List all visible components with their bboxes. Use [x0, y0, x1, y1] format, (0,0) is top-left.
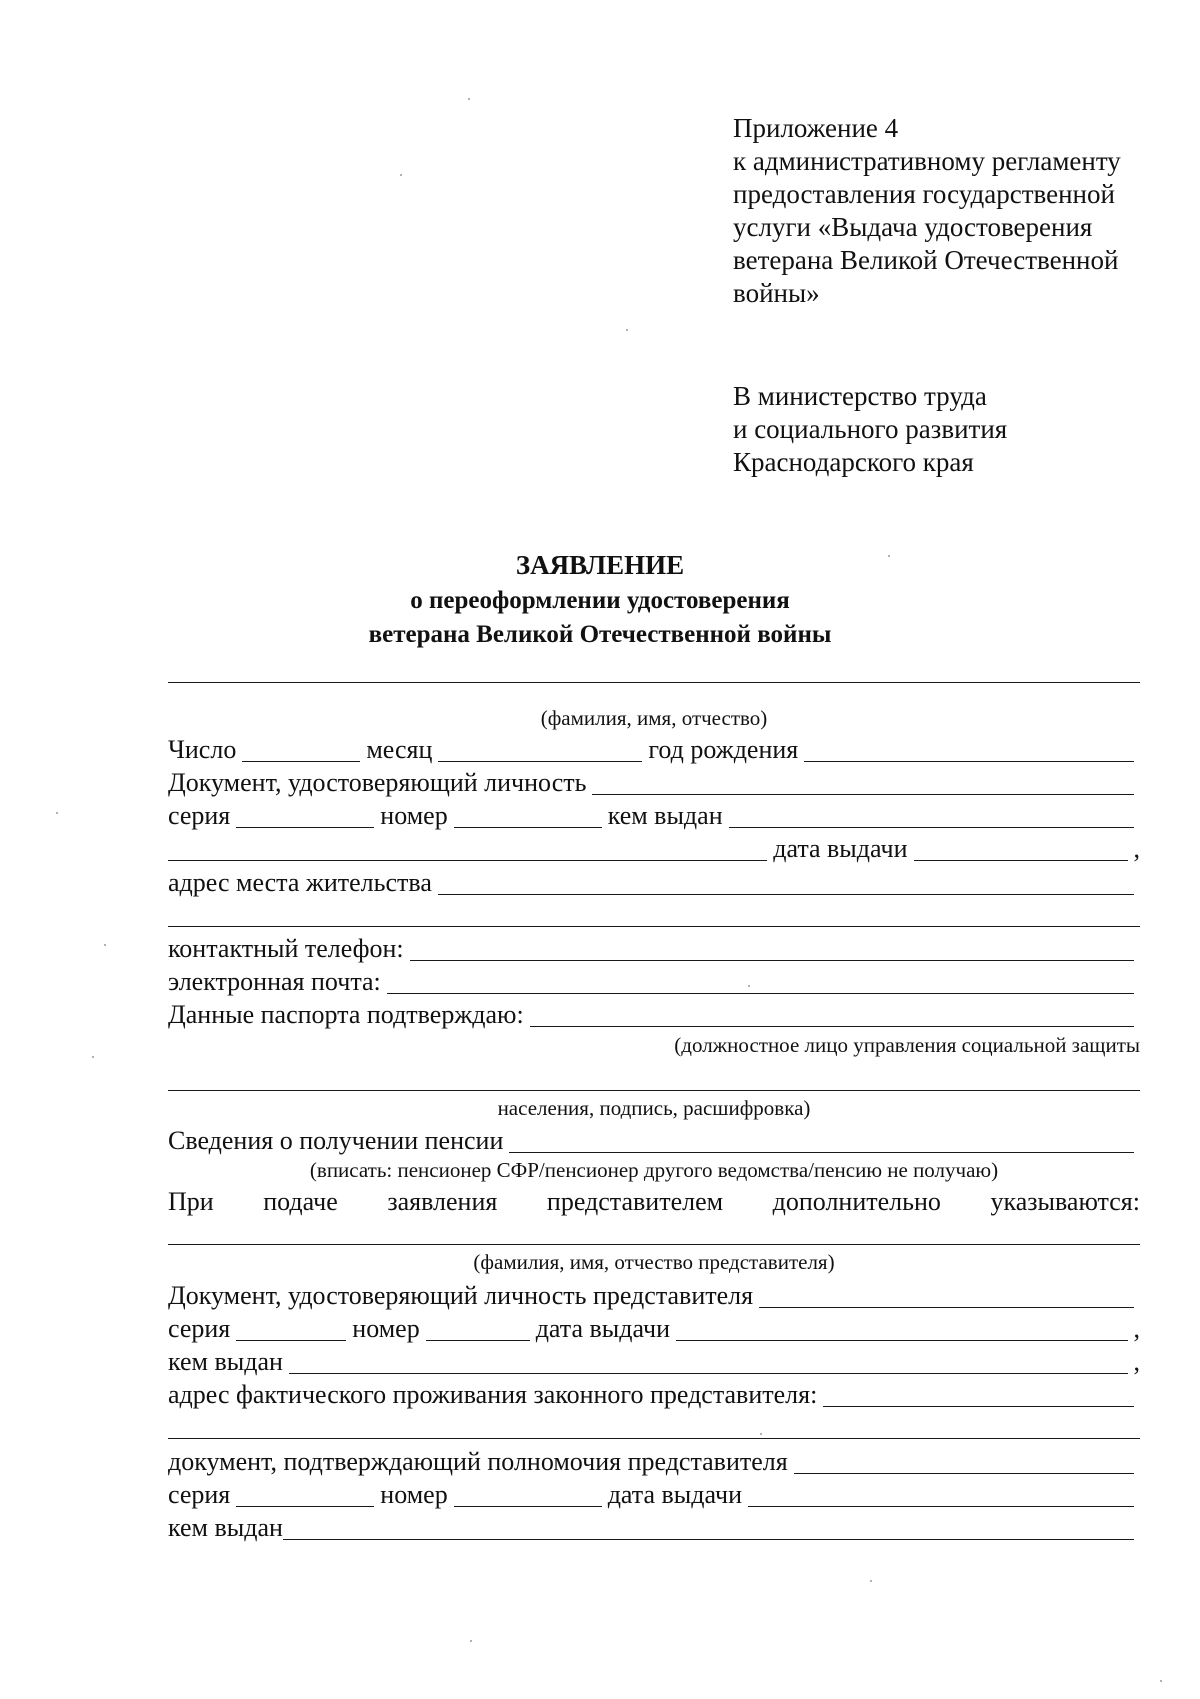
birth-date-row: [168, 735, 1140, 765]
pension-row: [168, 1126, 1140, 1156]
rep-address-row: [168, 1380, 1140, 1410]
title-subtitle: о переоформлении удостоверения: [410, 587, 790, 614]
issued-by-label: кем выдан: [607, 801, 723, 830]
id-document-field[interactable]: [592, 770, 1134, 795]
appendix-line: войны»: [733, 278, 820, 308]
rep-authority-issued-by-label: кем выдан: [168, 1513, 283, 1542]
passport-confirm-row: [168, 1000, 1140, 1030]
intro-word: указываются:: [990, 1187, 1140, 1216]
rep-authority-series-field[interactable]: [236, 1482, 374, 1507]
phone-row: [168, 934, 1140, 964]
rep-issue-date-field[interactable]: [676, 1316, 1128, 1341]
addressee-line: Краснодарского края: [733, 447, 974, 477]
rep-issued-by-row: [168, 1347, 1140, 1377]
rep-series-row: [168, 1314, 1140, 1344]
rep-authority-issued-by-field[interactable]: [283, 1515, 1134, 1540]
scan-speck: [626, 329, 628, 331]
addressee-line: и социального развития: [733, 414, 1008, 444]
issue-date-row: [168, 834, 1140, 864]
intro-word: представителем: [546, 1187, 724, 1216]
birth-year-label: год рождения: [648, 735, 799, 764]
pension-hint: (вписать: пенсионер СФР/пенсионер другого ведомства/пенсию не получаю): [309, 1158, 999, 1182]
scan-speck: [888, 555, 890, 557]
rep-authority-series-label: серия: [168, 1480, 231, 1509]
appendix-header: [733, 112, 1121, 310]
appendix-line: услуги «Выдача удостоверения: [733, 212, 1093, 242]
comma: ,: [1133, 1347, 1140, 1376]
day-label: Число: [168, 735, 237, 764]
representative-intro: [168, 1187, 1140, 1217]
scan-speck: [56, 812, 58, 814]
addressee-line: В министерство труда: [733, 381, 987, 411]
intro-word: При: [168, 1187, 214, 1216]
intro-word: заявления: [387, 1187, 498, 1216]
rep-series-label: серия: [168, 1314, 231, 1343]
rep-authority-number-label: номер: [380, 1480, 448, 1509]
issue-date-field[interactable]: [914, 836, 1128, 861]
rep-address-label: адрес фактического проживания законного представителя:: [168, 1380, 818, 1409]
official-hint: (должностное лицо управления социальной защиты: [674, 1033, 1140, 1057]
fio-hint: (фамилия, имя, отчество): [540, 706, 768, 730]
address-continuation-field[interactable]: [168, 926, 1140, 927]
official-hint-2: населения, подпись, расшифровка): [497, 1096, 811, 1120]
pension-field[interactable]: [509, 1128, 1134, 1153]
rep-issued-by-label: кем выдан: [168, 1347, 283, 1376]
series-field[interactable]: [236, 803, 374, 828]
rep-id-document-field[interactable]: [759, 1283, 1134, 1308]
scan-speck: [400, 174, 402, 176]
rep-authority-doc-row: [168, 1447, 1140, 1477]
issued-by-continuation-field[interactable]: [168, 836, 767, 861]
rep-address-field[interactable]: [823, 1382, 1134, 1407]
phone-label: контактный телефон:: [168, 934, 404, 963]
appendix-line: к административному регламенту: [733, 146, 1121, 176]
month-field[interactable]: [438, 737, 642, 762]
month-label: месяц: [366, 735, 433, 764]
title-main: ЗАЯВЛЕНИЕ: [515, 550, 685, 580]
id-document-row: [168, 768, 1140, 798]
rep-address-continuation-field[interactable]: [168, 1438, 1140, 1439]
rep-fio-hint: (фамилия, имя, отчество представителя): [473, 1250, 835, 1274]
address-row: [168, 868, 1140, 898]
id-document-label: Документ, удостоверяющий личность: [168, 768, 587, 797]
scan-speck: [92, 1056, 94, 1058]
appendix-line: предоставления государственной: [733, 179, 1115, 209]
passport-confirm-field[interactable]: [530, 1002, 1134, 1027]
email-row: [168, 967, 1140, 997]
rep-number-field[interactable]: [426, 1316, 530, 1341]
appendix-line: Приложение 4: [733, 113, 899, 143]
rep-id-document-row: [168, 1281, 1140, 1311]
scan-speck: [470, 1640, 472, 1642]
comma: ,: [1133, 1314, 1140, 1343]
addressee: [733, 380, 1007, 479]
number-label: номер: [380, 801, 448, 830]
rep-issue-date-label: дата выдачи: [535, 1314, 670, 1343]
series-number-row: [168, 801, 1140, 831]
issued-by-field[interactable]: [729, 803, 1134, 828]
intro-word: подаче: [263, 1187, 338, 1216]
intro-word: дополнительно: [772, 1187, 941, 1216]
scan-speck: [1160, 1680, 1162, 1682]
fio-field[interactable]: [168, 682, 1140, 683]
rep-number-label: номер: [352, 1314, 420, 1343]
scan-speck: [748, 985, 750, 987]
rep-authority-doc-field[interactable]: [794, 1449, 1134, 1474]
rep-issued-by-field[interactable]: [289, 1349, 1128, 1374]
address-label: адрес места жительства: [168, 868, 432, 897]
rep-authority-issued-by-row: [168, 1513, 1140, 1543]
rep-fio-field[interactable]: [168, 1244, 1140, 1245]
title-subtitle: ветерана Великой Отечественной войны: [368, 621, 832, 648]
rep-authority-issue-date-field[interactable]: [748, 1482, 1134, 1507]
rep-series-field[interactable]: [236, 1316, 346, 1341]
issue-date-label: дата выдачи: [773, 834, 908, 863]
comma: ,: [1133, 834, 1140, 863]
email-label: электронная почта:: [168, 967, 381, 996]
pension-label: Сведения о получении пенсии: [168, 1126, 504, 1155]
series-label: серия: [168, 801, 231, 830]
phone-field[interactable]: [410, 936, 1134, 961]
rep-authority-number-field[interactable]: [454, 1482, 602, 1507]
birth-year-field[interactable]: [804, 737, 1134, 762]
address-field[interactable]: [438, 870, 1134, 895]
scan-speck: [870, 1580, 872, 1582]
rep-authority-doc-label: документ, подтверждающий полномочия представителя: [168, 1447, 788, 1476]
official-signature-field[interactable]: [168, 1090, 1140, 1091]
passport-confirm-label: Данные паспорта подтверждаю:: [168, 1000, 524, 1029]
rep-authority-issue-date-label: дата выдачи: [607, 1480, 742, 1509]
scan-speck: [468, 98, 470, 100]
scan-speck: [104, 944, 106, 946]
email-field[interactable]: [387, 969, 1134, 994]
scan-speck: [760, 1433, 762, 1435]
number-field[interactable]: [454, 803, 602, 828]
day-field[interactable]: [242, 737, 360, 762]
appendix-line: ветерана Великой Отечественной: [733, 245, 1119, 275]
rep-id-document-label: Документ, удостоверяющий личность представителя: [168, 1281, 754, 1310]
rep-authority-series-row: [168, 1480, 1140, 1510]
document-title: [0, 546, 1200, 652]
